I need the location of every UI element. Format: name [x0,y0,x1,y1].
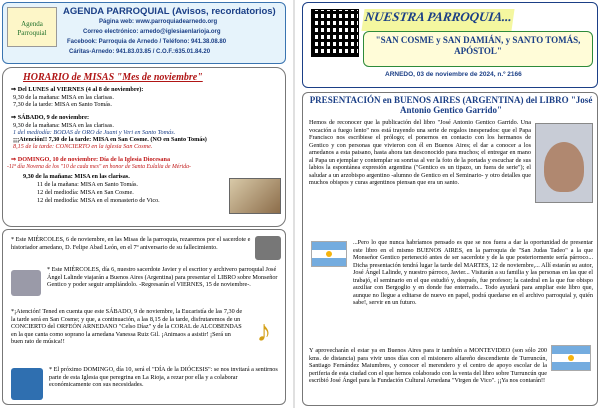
diocese-logo [11,368,43,400]
uruguay-flag-icon [551,345,591,371]
schedule-title: HORARIO de MISAS "Mes de noviembre" [23,72,203,83]
website-line[interactable]: Página web: www.parroquiadearnedo.org [99,19,218,25]
presentation-article [302,92,598,406]
schedule-attention-line: ¡¡¡Atención!! 7,30 de la tarde: MISA en San Cosme. (NO en Santo Tomás) [13,136,207,143]
schedule-line: 9,30 de la mañana: MISA en las clarisas. [13,122,114,129]
issue-date: ARNEDO, 03 de noviembre de 2024, n.º 2166 [385,71,522,78]
article-paragraph-1: Hemos de reconocer que la publicación del libro "José Antonio Gentico Garrido. Una vocación a fuego lento" nos está trayendo una serie de regalos inesperados: que el Papa Francisco nos escribiese el prólogo; el ponernos en contacto con los hermanos de Gentico y con personas que vivieron con él en Buenos Aires; el dar a conocer a los arnedanos a esta paisano, hasta ahora tan desconocido para muchos; el entregar en mano al Papa un ejemplar y contemplar su sonrisa al ver la foto de la portada y escuchar de sus labios la espontánea expresión argentina ("Gentico es un tipazo, un fuera de serie"); el saludar a un arzobispo argentino -alumno de Gentico en el Seminario- y otro detalles que muchos obispos y curas argentinos piensan que era un santo. [309,119,531,186]
column-divider [293,0,295,408]
schedule-line: 12 del mediodía: MISA en San Cosme. [37,189,134,196]
parish-saints: "SAN COSME y SAN DAMIÁN, y SANTO TOMÁS, APÓSTOL" [363,31,593,67]
notice-abad-leon: * Este MIÉRCOLES, 6 de noviembre, en las Misas de la parroquia, rezaremos por el sacerdote e historiador arnedano, D. Felipe Abad León, en el 7º aniversario de su fallecimiento. [11,236,251,251]
parish-logo: NUESTRA PARROQUIA... [361,9,514,31]
qr-code-icon[interactable] [311,9,359,57]
music-note-icon: ♪ [256,315,272,348]
schedule-line: 9,30 de la mañana: MISA en las clarisas. [13,94,114,101]
notice-diocese-day: * El próximo DOMINGO, día 10, será el "DÍA de la DIÓCESIS": se nos invitará a sentirnos parte de esta Iglesia que peregrina en La Rioja, a rezar por ella y a colaborar económicamente con sus necesidades. [49,366,278,389]
schedule-line: 12 del mediodía: MISA en el monasterio de Vico. [37,197,160,204]
article-paragraph-3: Y aprovecharán el estar ya en Buenos Aires para ir también a MONTEVIDEO (son sólo 200 kms. de distancia) para vivir unos días con el misionero alfareño descendiente de Turruncún, Santiago Fernández Maiumbres, y conocer el merendero y el centro de apoyo escolar de la periferia de esta ciudad con el que hemos colaborado con la venta del libro sobre Turruncún que escribió José Ángel para la Fundación Cultural Arnedana "Virgen de Vico". ¡¡Ya nos contarán!! [309,347,547,384]
agenda-logo: Agenda Parroquial [7,7,57,47]
church-photo [229,178,281,214]
schedule-line: 1 del mediodía: BODAS de ORO de Juani y Veri en Santo Tomás. [13,129,176,136]
parish-header [302,2,598,88]
schedule-line: 11 de la mañana: MISA en Santo Tomás. [37,181,138,188]
schedule-line: 9,30 de la mañana: MISA en las clarisas. [23,173,130,180]
book-thumbnail [11,270,41,296]
book-cover-portrait [544,142,584,192]
agenda-title: AGENDA PARROQUIAL (Avisos, recordatorios) [63,6,276,17]
argentina-flag-icon [311,241,347,267]
schedule-line: 7,30 de la tarde: MISA en Santo Tomás. [13,101,112,108]
facebook-phone-line: Facebook: Parroquia de Arnedo / Teléfono: 941.38.08.80 [67,39,227,45]
portrait-photo [255,236,281,260]
schedule-saturday-heading: ⇒ SÁBADO, 9 de noviembre: [11,114,90,121]
schedule-novena-line: -11ª día Novena de los "10 de cada mes" en honor de Santa Eulalia de Mérida- [7,164,191,170]
email-line[interactable]: Correo electrónico: arnedo@iglesiaenlarioja.org [83,29,221,35]
caritas-line: Cáritas-Arnedo: 941.83.03.85 / C.O.F.:635.01.84.20 [69,49,211,55]
article-paragraph-2: ...Pero lo que nunca habríamos pensado es que se nos fuera a dar la oportunidad de presentar este libro en el mismo BUENOS AIRES, en la parroquia de "San Judas Tadeo" a la que Monseñor Gentico perteneció antes de ser sacerdote y de la que posteriormente sería párroco... Dicha presentación tendrá lugar la tarde del MARTES, 12 de noviembre,... Allí estarán su autor, José Ángel Lalinde, y nuestro párroco, Javier... Visitarán a su familia y las personas en las que el trabajó, el seminario en el que estudió y, después, fue profesor; la catedral en la que fue obispo auxiliar con Bergoglio y en donde fue enterrado... Todo ayudará para ampliar este libro que, aunque no llegue a editarse de nuevo en papel, podrá quedarse en el archivo parroquial y, quién sabe!, servir en un futuro. [353,239,593,306]
schedule-weekday-heading: ⇒ Del LUNES al VIERNES (4 al 8 de noviembre): [11,86,144,93]
notice-buenos-aires-trip: * Este MIÉRCOLES, día 6, nuestro sacerdote Javier y el escritor y archivero parroquial José Ángel Lalinde viajarán a Buenos Aires (Argentina) para presentar el LIBRO sobre Monseñor Gentico y poder seguir ampliándolo. -Regresarán el VIERNES, 15 de noviembre-. [47,266,278,289]
book-cover [535,123,593,203]
schedule-sunday-heading: ⇒ DOMINGO, 10 de noviembre: Día de la Iglesia Diocesana [11,156,171,163]
notice-concert: *¡Atención! Tened en cuenta que este SÁBADO, 9 de noviembre, la Eucaristía de las 7,30 de la tarde será en San Cosme; y que, a continuación, a las 8,15 de la tarde, disfrutaremos de un CONCIERTO del ORFEÓN ARNEDANO "Celso Díaz" y de la CORAL de ALCOBENDAS en la que canta como soprano la arnedana Vanessa Ruiz Gil. ¡Animaos a asistir! ¡Será un buen rato de música!! [11,308,243,346]
article-title: PRESENTACIÓN en BUENOS AIRES (ARGENTINA) del LIBRO "José Antonio Gentico Garrido" [309,95,593,115]
notices-section [2,229,286,405]
mass-schedule [2,67,286,227]
schedule-line: 8,15 de la tarde: CONCIERTO en la iglesia San Cosme. [13,143,153,150]
agenda-header [2,2,286,64]
